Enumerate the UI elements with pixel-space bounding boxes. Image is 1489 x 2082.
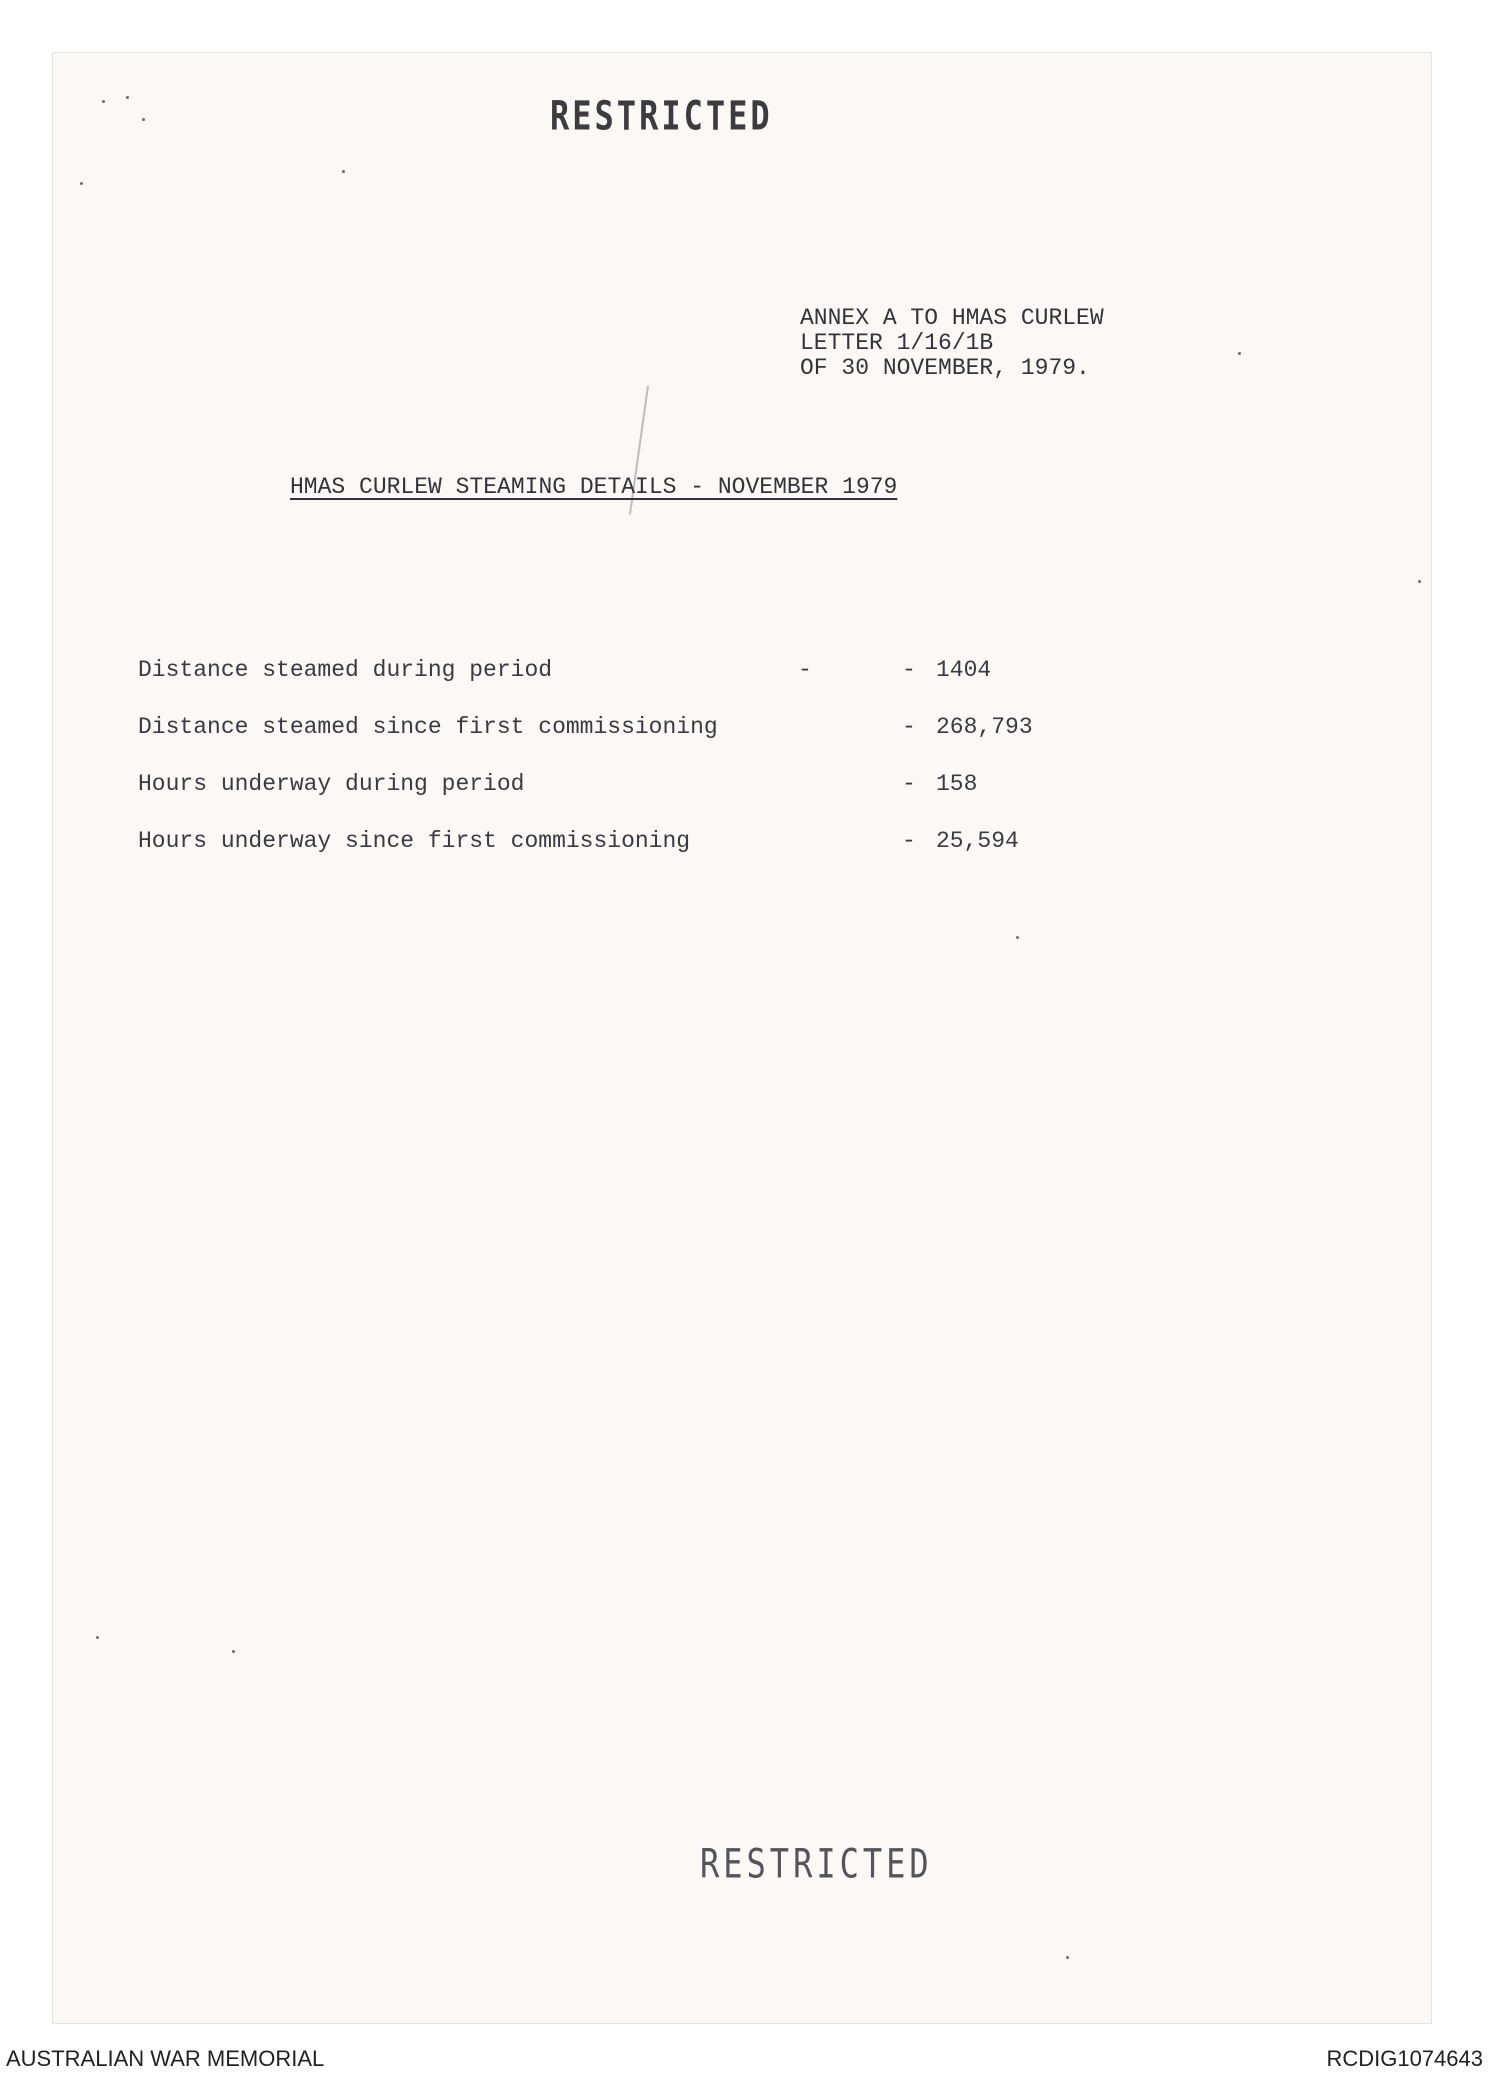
- paper-speck: [102, 100, 105, 103]
- paper-speck: [1066, 1956, 1069, 1959]
- detail-dash: -: [902, 771, 916, 797]
- annex-line-2: LETTER 1/16/1B: [800, 330, 994, 356]
- restricted-stamp-top: RESTRICTED: [550, 92, 773, 140]
- detail-extra-dash: -: [798, 657, 812, 683]
- detail-label: Distance steamed since first commissioning: [138, 714, 718, 740]
- paper-speck: [126, 96, 129, 99]
- detail-value: 158: [936, 771, 978, 797]
- document-heading: HMAS CURLEW STEAMING DETAILS - NOVEMBER 1979: [290, 474, 898, 500]
- detail-label: Hours underway during period: [138, 771, 525, 797]
- detail-dash: -: [902, 714, 916, 740]
- paper-speck: [232, 1650, 235, 1653]
- annex-reference: [800, 306, 1104, 381]
- detail-label: Hours underway since first commissioning: [138, 828, 691, 854]
- paper-speck: [1418, 580, 1421, 583]
- detail-value: 1404: [936, 657, 992, 683]
- detail-value: 268,793: [936, 714, 1033, 740]
- paper-speck: [96, 1636, 99, 1639]
- footer-record-id: RCDIG1074643: [1326, 2046, 1483, 2071]
- detail-dash: -: [902, 657, 916, 683]
- paper-speck: [342, 170, 345, 173]
- annex-line-1: ANNEX A TO HMAS CURLEW: [800, 305, 1104, 331]
- detail-dash: -: [902, 828, 916, 854]
- paper-speck: [80, 182, 83, 185]
- paper-speck: [1016, 936, 1019, 939]
- restricted-stamp-bottom: RESTRICTED: [700, 1840, 933, 1888]
- annex-line-3: OF 30 NOVEMBER, 1979.: [800, 355, 1090, 381]
- footer-institution: AUSTRALIAN WAR MEMORIAL: [6, 2046, 325, 2071]
- paper-speck: [142, 118, 145, 121]
- paper-speck: [1238, 352, 1241, 355]
- document-sheet: [52, 52, 1432, 2024]
- detail-value: 25,594: [936, 828, 1019, 854]
- detail-label: Distance steamed during period: [138, 657, 553, 683]
